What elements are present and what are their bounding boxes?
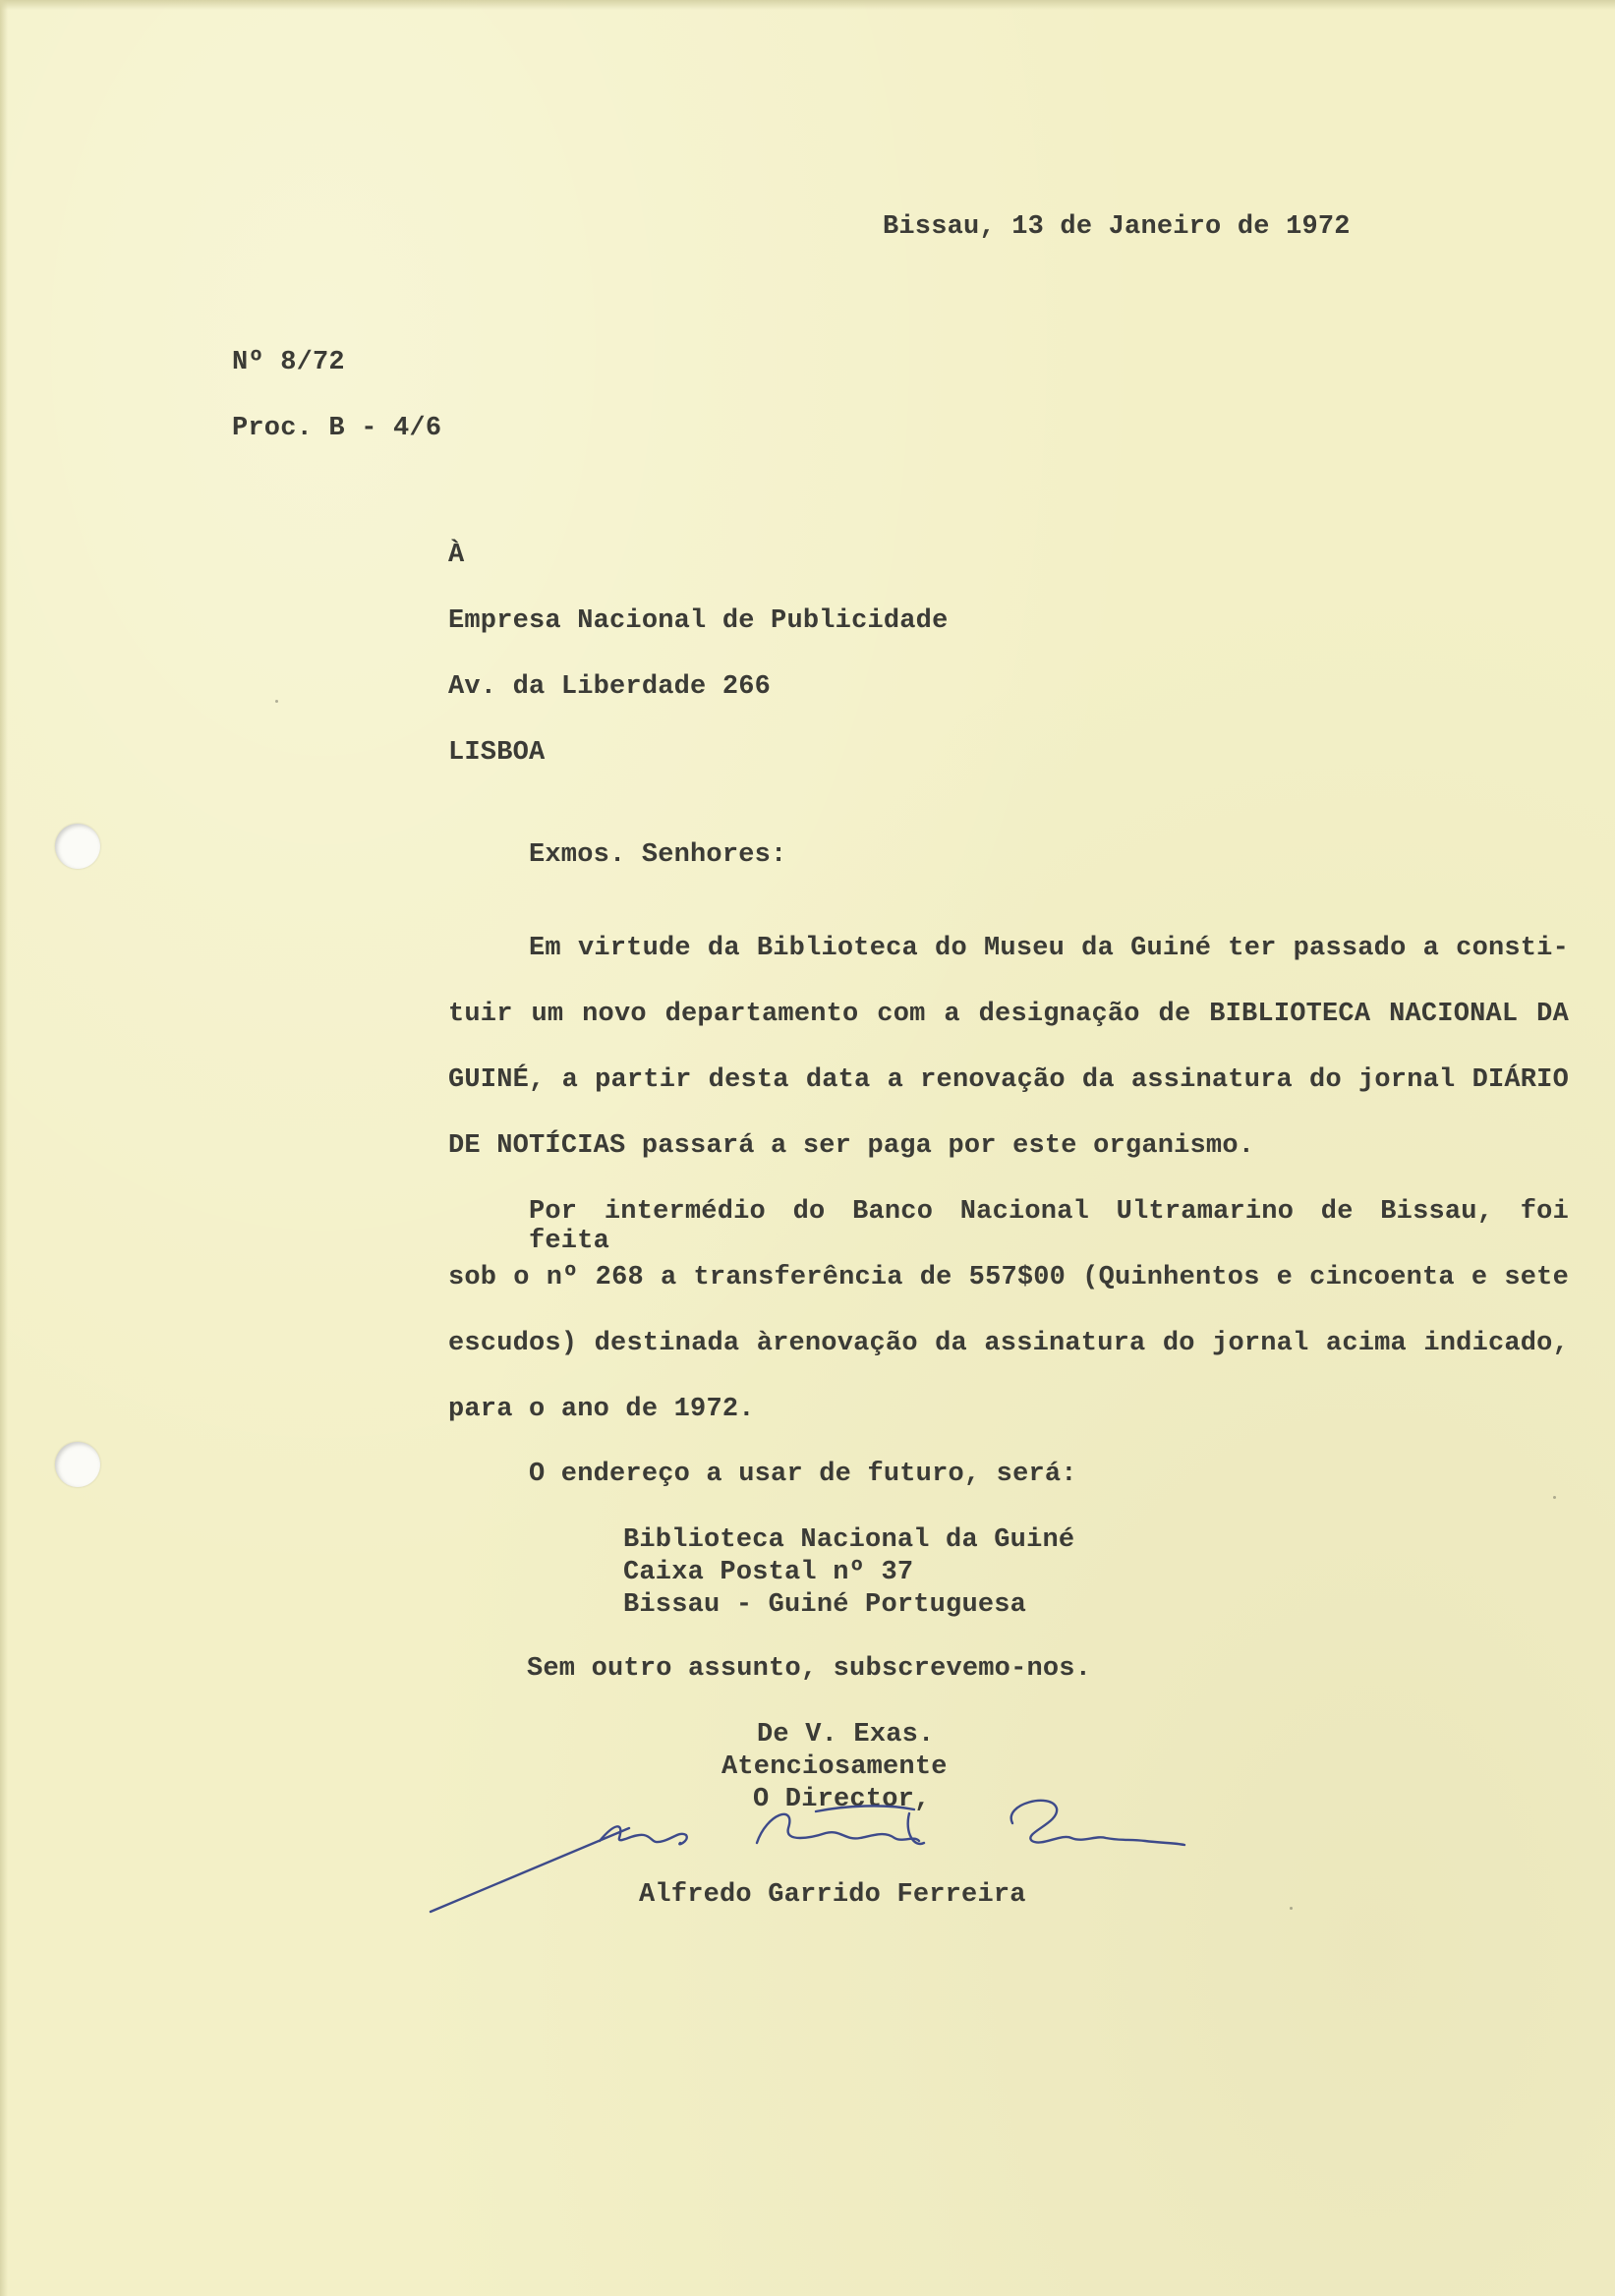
paragraph1-line: DE NOTÍCIAS passará a ser paga por este organismo. bbox=[448, 1131, 1255, 1161]
salutation: Exmos. Senhores: bbox=[529, 840, 787, 870]
future-address-line: Biblioteca Nacional da Guiné bbox=[623, 1525, 1075, 1555]
signoff-line: Atenciosamente bbox=[721, 1752, 948, 1782]
paragraph1-line: Em virtude da Biblioteca do Museu da Guiné ter passado a consti- bbox=[529, 934, 1569, 963]
recipient-city: LISBOA bbox=[448, 738, 546, 768]
paper-speck bbox=[1290, 1907, 1293, 1910]
signer-name: Alfredo Garrido Ferreira bbox=[639, 1880, 1026, 1910]
recipient-street: Av. da Liberdade 266 bbox=[448, 672, 772, 702]
signoff-line: O Director, bbox=[753, 1785, 931, 1814]
paragraph2-line: sob o nº 268 a transferência de 557$00 (Quinhentos e cincoenta e sete bbox=[448, 1263, 1569, 1292]
recipient-prefix: À bbox=[448, 541, 465, 570]
paragraph2-line: para o ano de 1972. bbox=[448, 1395, 755, 1424]
punch-hole-lower bbox=[55, 1442, 100, 1487]
paper-edge-left bbox=[0, 0, 8, 2296]
paper-speck bbox=[275, 700, 278, 703]
recipient-name: Empresa Nacional de Publicidade bbox=[448, 606, 949, 636]
date-line: Bissau, 13 de Janeiro de 1972 bbox=[883, 212, 1351, 242]
paragraph1-line: GUINÉ, a partir desta data a renovação da assinatura do jornal DIÁRIO bbox=[448, 1065, 1569, 1095]
paper-speck bbox=[1553, 1496, 1556, 1499]
future-address-line: Caixa Postal nº 37 bbox=[623, 1558, 914, 1587]
future-address-line: Bissau - Guiné Portuguesa bbox=[623, 1590, 1027, 1620]
address-intro: O endereço a usar de futuro, será: bbox=[529, 1460, 1077, 1489]
paragraph1-line: tuir um novo departamento com a designação de BIBLIOTECA NACIONAL DA bbox=[448, 1000, 1569, 1029]
paper-edge-top bbox=[0, 0, 1615, 10]
reference-number: Nº 8/72 bbox=[232, 348, 345, 377]
process-reference: Proc. B - 4/6 bbox=[232, 414, 442, 443]
paragraph2-line: Por intermédio do Banco Nacional Ultramarino de Bissau, foi feita bbox=[529, 1197, 1569, 1256]
paragraph2-line: escudos) destinada àrenovação da assinatura do jornal acima indicado, bbox=[448, 1329, 1569, 1358]
punch-hole-upper bbox=[55, 824, 100, 869]
closing-line: Sem outro assunto, subscrevemo-nos. bbox=[527, 1654, 1092, 1684]
signoff-line: De V. Exas. bbox=[757, 1720, 935, 1750]
